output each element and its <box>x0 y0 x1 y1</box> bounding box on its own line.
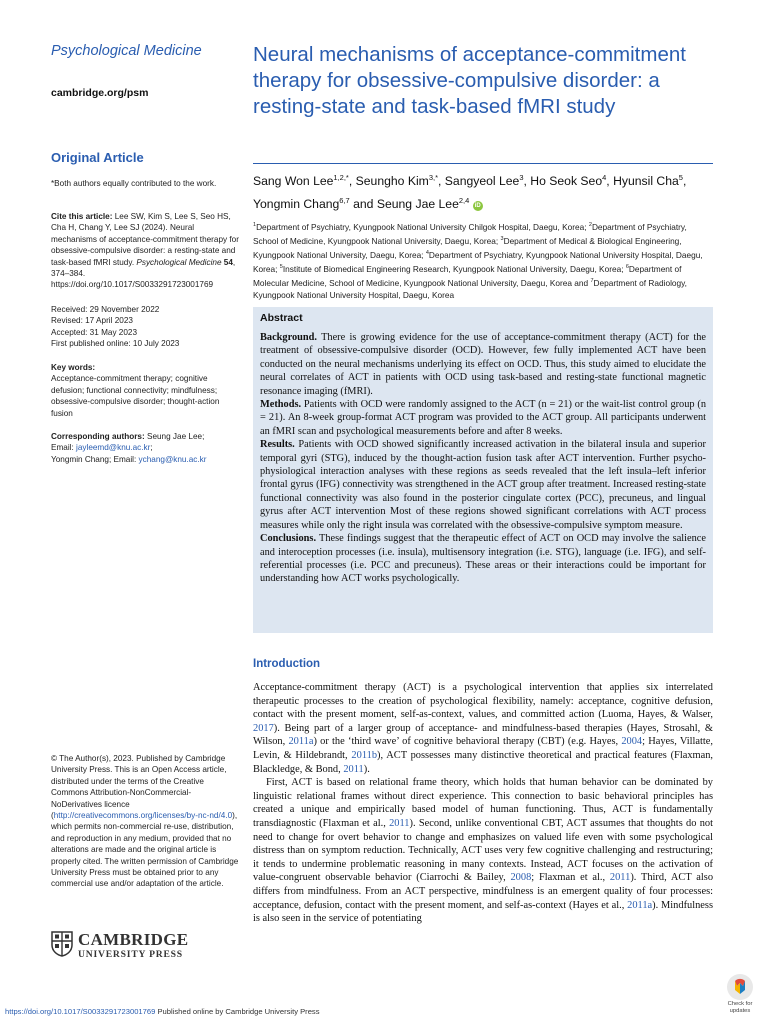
intro-paragraph-2 <box>253 776 713 926</box>
affil-number: 6 <box>625 263 629 270</box>
affiliation: Department of Psychiatry, Kyungpook National University Chilgok Hospital, Daegu, Korea; <box>256 221 587 232</box>
abstract-background <box>260 331 706 398</box>
affiliations <box>253 219 713 301</box>
title-divider <box>253 163 713 164</box>
article-dates <box>51 304 241 350</box>
footer-published: Published online by Cambridge University Press <box>155 1007 320 1016</box>
page-footer <box>5 1007 320 1016</box>
intro-text: ). Third, ACT also differs from mindfulness. From an ACT perspective, mindfulness is an emergent quality of four processes: acceptance, defusion, contact with the present moment, and self-as-context (Hayes et al., <box>253 872 714 911</box>
corr-email-link[interactable]: ychang@knu.ac.kr <box>138 454 207 464</box>
journal-site-link[interactable]: cambridge.org/psm <box>51 87 149 99</box>
cite-volume: 54 <box>223 257 233 267</box>
intro-text: ). <box>363 763 370 775</box>
intro-text: ). Being part of a larger group of acceptance- and mindfulness-based therapies (Hayes, Strosahl, & Wilson, <box>253 722 713 748</box>
citation-block <box>51 211 241 291</box>
abstract-results <box>260 438 706 532</box>
cite-label: Cite this article: <box>51 212 113 221</box>
citation-link[interactable]: 2011a <box>288 736 314 748</box>
check-updates-icon <box>727 974 753 1000</box>
affiliation: Department of Medical & Biological Engineering, Kyungpook National University, Daegu, Korea; <box>253 235 682 260</box>
author-name: Yongmin Chang <box>253 197 340 212</box>
citation-link[interactable]: 2011 <box>609 872 631 884</box>
affil-number: 5 <box>279 263 283 270</box>
author-name: Sang Won Lee <box>253 174 334 189</box>
corr-label: Corresponding authors: <box>51 432 145 441</box>
keywords-text: Acceptance-commitment therapy; cognitive defusion; functional connectivity; mindfulness; obsessive-compulsive disorder; thought-action fusion <box>51 374 220 418</box>
author-affil-sup: 1,2,* <box>333 173 349 182</box>
introduction-body <box>253 681 713 926</box>
cite-text: Lee SW, Kim S, Lee S, Seo HS, Cha H, Chang Y, Lee SJ (2024). Neural mechanisms of acceptance-commitment therapy for obsessive-compulsive disorder: a resting-state and task-based fMRI study. <box>51 212 239 267</box>
cite-journal: Psychological Medicine <box>136 257 222 267</box>
affil-number: 3 <box>500 235 504 242</box>
date-received: Received: 29 November 2022 <box>51 305 160 314</box>
check-for-updates-badge[interactable] <box>721 974 759 1018</box>
affiliation: Department of Psychiatry, School of Medicine, Kyungpook National University, Daegu, Korea; <box>253 221 687 246</box>
logo-line-2: UNIVERSITY PRESS <box>78 949 183 960</box>
citation-link[interactable]: 2011 <box>389 817 410 829</box>
citation-link[interactable]: 2008 <box>510 872 532 884</box>
affil-number: 4 <box>425 249 429 256</box>
keywords-block <box>51 362 241 419</box>
author-name: Sangyeol Lee <box>444 174 520 189</box>
cambridge-logo[interactable] <box>51 929 191 963</box>
intro-text: ; Hayes, Villatte, Levin, & Hildebrandt, <box>253 736 713 761</box>
intro-paragraph-1 <box>253 681 713 776</box>
affil-number: 2 <box>588 222 592 228</box>
intro-text: ), ACT possesses many distinctive theoretical and practical features (Flaxman, Blackledge, & Bond, <box>253 749 714 775</box>
article-title: Neural mechanisms of acceptance-commitment therapy for obsessive-compulsive disorder: a resting-state and task-based fMRI study <box>253 43 686 118</box>
intro-text: Acceptance-commitment therapy (ACT) is a psychological intervention that applies six interrelated therapeutic processes to the creation of psychological flexibility, namely: acceptance, cognitive defusion, contact with the present moment, self-as-context, values, and committed action (Luoma, Hayes, & Walser, <box>253 682 713 721</box>
logo-line-1: CAMBRIDGE <box>78 930 189 949</box>
methods-label: Methods. <box>260 399 302 411</box>
date-revised: Revised: 17 April 2023 <box>51 316 133 326</box>
citation-link[interactable]: 2011a <box>627 899 653 911</box>
equal-contribution-note: *Both authors equally contributed to the work. <box>51 179 217 188</box>
citation-link[interactable]: 2004 <box>621 736 643 748</box>
results-label: Results. <box>260 439 295 451</box>
conclusions-label: Conclusions. <box>260 533 317 545</box>
affiliation: Department of Molecular Medicine, School of Medicine, Kyungpook National University, Daegu, Korea and <box>253 263 682 288</box>
intro-text: ). Mindfulness is also seen in the service of potentiating <box>253 899 713 925</box>
author-affil-sup: 6,7 <box>339 196 350 206</box>
affiliation: Department of Radiology, Kyungpook National University Hospital, Daegu, Korea <box>253 277 687 300</box>
date-accepted: Accepted: 31 May 2023 <box>51 327 138 337</box>
abstract-methods <box>260 398 706 438</box>
keywords-label: Key words: <box>51 363 96 372</box>
license-text: ), which permits non-commercial re-use, distribution, and reproduction in any medium, provided that no alterations are made and the original article is properly cited. The written permission of Cambridge University Press must be obtained prior to any commercial use and/or adaptation of the article. <box>51 811 239 889</box>
corr-name: Yongmin Chang; Email: <box>51 454 137 464</box>
background-label: Background. <box>260 332 318 343</box>
license-block <box>51 753 241 890</box>
footer-doi-link[interactable]: https://doi.org/10.1017/S0033291723001769 <box>5 1007 156 1016</box>
author-name: Seung Jae Lee <box>376 197 459 212</box>
abstract-conclusions <box>260 532 706 586</box>
corr-email-link[interactable]: jayleemd@knu.ac.kr <box>76 443 151 453</box>
abstract-box <box>253 307 713 633</box>
corr-name: Seung Jae Lee; <box>146 432 205 441</box>
author-name: Ho Seok Seo <box>530 174 603 189</box>
citation-link[interactable]: 2017 <box>253 722 274 734</box>
article-type: Original Article <box>51 150 144 165</box>
author-name: Hyunsil Cha <box>613 174 679 189</box>
citation-link[interactable]: 2011 <box>343 763 364 775</box>
cite-pages[interactable]: , 374–384. https://doi.org/10.1017/S0033291723001769 <box>51 257 236 290</box>
journal-name[interactable]: Psychological Medicine <box>51 43 202 59</box>
abstract-heading: Abstract <box>260 312 303 324</box>
intro-text: ) or the ‘third wave’ of cognitive behavioral therapy (CBT) (e.g. Hayes, <box>313 736 622 748</box>
badge-line-1: Check for <box>727 1001 753 1007</box>
background-text: There is growing evidence for the use of acceptance-commitment therapy (ACT) for the treatment of obsessive-compulsive disorder (OCD). However, few fully implemented ACT have been conducted on the neural mechanisms underlying its effect on OCD. Thus, this study aimed to elucidate the neural correlates of ACT in patients with OCD using task-based and resting-state functional magnetic resonance imaging (fMRI). <box>260 332 706 397</box>
affiliation: Department of Psychiatry, Kyungpook National University Hospital, Daegu, Korea; <box>253 249 703 274</box>
introduction-heading: Introduction <box>253 658 321 670</box>
affil-number: 7 <box>590 277 594 284</box>
cambridge-shield-icon <box>51 931 73 957</box>
affil-number: 1 <box>253 222 257 228</box>
date-published: First published online: 10 July 2023 <box>51 339 180 349</box>
author-affil-sup: 2,4 <box>458 196 470 206</box>
intro-text: First, ACT is based on relational frame theory, which holds that human behavior can be dominated by linguistic relational frames without direct experience. This connection to basic behavioral principles has created a unique and empirically based model of human functioning. Thus, ACT is fundamentally transdiagnostic (Flaxman et al., <box>253 777 713 829</box>
author-name: Seungho Kim <box>355 174 429 189</box>
intro-text: ). Second, unlike conventional CBT, ACT assumes that thoughts do not need to change for overt behavior to change and emphasizes on valued life even with some psychological distress than on symptom reduction. Technically, ACT uses very few cognitive challenging and restructuring; it tends to undermine problematic reasoning in many contexts. Instead, ACT focuses on the activation of value-congruent observable behavior (Ciarrochi & Bailey, <box>253 817 713 884</box>
orcid-icon[interactable]: iD <box>474 203 481 210</box>
citation-link[interactable]: 2011b <box>351 749 378 761</box>
license-text: © The Author(s), 2023. Published by Cambridge University Press. This is an Open Access article, distributed under the terms of the Creative Commons Attribution-NonCommercial-NoDerivatives licence ( <box>51 754 227 821</box>
author-affil-sup: 3,* <box>428 173 439 182</box>
author-affil-sup: 5 <box>678 173 683 182</box>
badge-line-2: updates <box>729 1007 751 1014</box>
corresponding-authors: Corresponding authors: Seung Jae Lee; Email: jayleemd@knu.ac.kr; Yongmin Chang; Email: ychang@knu.ac.kr <box>51 432 207 464</box>
license-link[interactable]: http://creativecommons.org/licenses/by-nc-nd/4.0 <box>53 811 233 821</box>
author-list: Sang Won Lee$^{1,2,*}$, Seungho Kim$^{3,*}$, Sangyeol Lee$^3$, Ho Seok Seo$^4$, Hyunsil Cha$^5$, Yongmin Chang$^{6,7}$ and Seung Jae Lee$^{2,4}$ iD <box>253 173 687 212</box>
corr-email-label: Email: <box>51 443 74 453</box>
affiliation: Institute of Biomedical Engineering Research, Kyungpook National University, Daegu, Korea; <box>282 263 624 274</box>
author-affil-sup: 4 <box>602 173 607 182</box>
conclusions-text: These findings suggest that the therapeutic effect of ACT on OCD may involve the salience and interoception processes (i.e. insula), multisensory integration (i.e. STG), language (i.e. IFG), and self-referential processes (i.e. PCC and precuneus). These areas or their interactions could be important for understanding how ACT works psychologically. <box>260 533 706 585</box>
intro-text: ; Flaxman et al., <box>531 872 610 884</box>
author-affil-sup: 3 <box>519 173 524 182</box>
results-text: Patients with OCD showed significantly increased activation in the bilateral insula and superior temporal gyri (STG), induced by the thought-action fusion task after ACT intervention. Further psycho-physiological interaction analyses with these regions as seeds revealed that the left insula–left inferior frontal gyrus (IFG) connectivity was strengthened in the ACT group after treatment. Increased resting-state functional connectivity was also found in the posterior cingulate cortex (PCC), precuneus, and lingual gyrus after ACT intervention Most of these regions showed significant correlations with ACT process measures while only the right insula was correlated with the obsessive-compulsive symptom measure. <box>260 439 707 531</box>
methods-text: Patients with OCD were randomly assigned to the ACT (n = 21) or the wait-list control group (n = 21). An 8-week group-format ACT program was provided to the ACT group. All participants underwent an fMRI scan and psychological measurements before and after 8 weeks. <box>260 399 706 437</box>
